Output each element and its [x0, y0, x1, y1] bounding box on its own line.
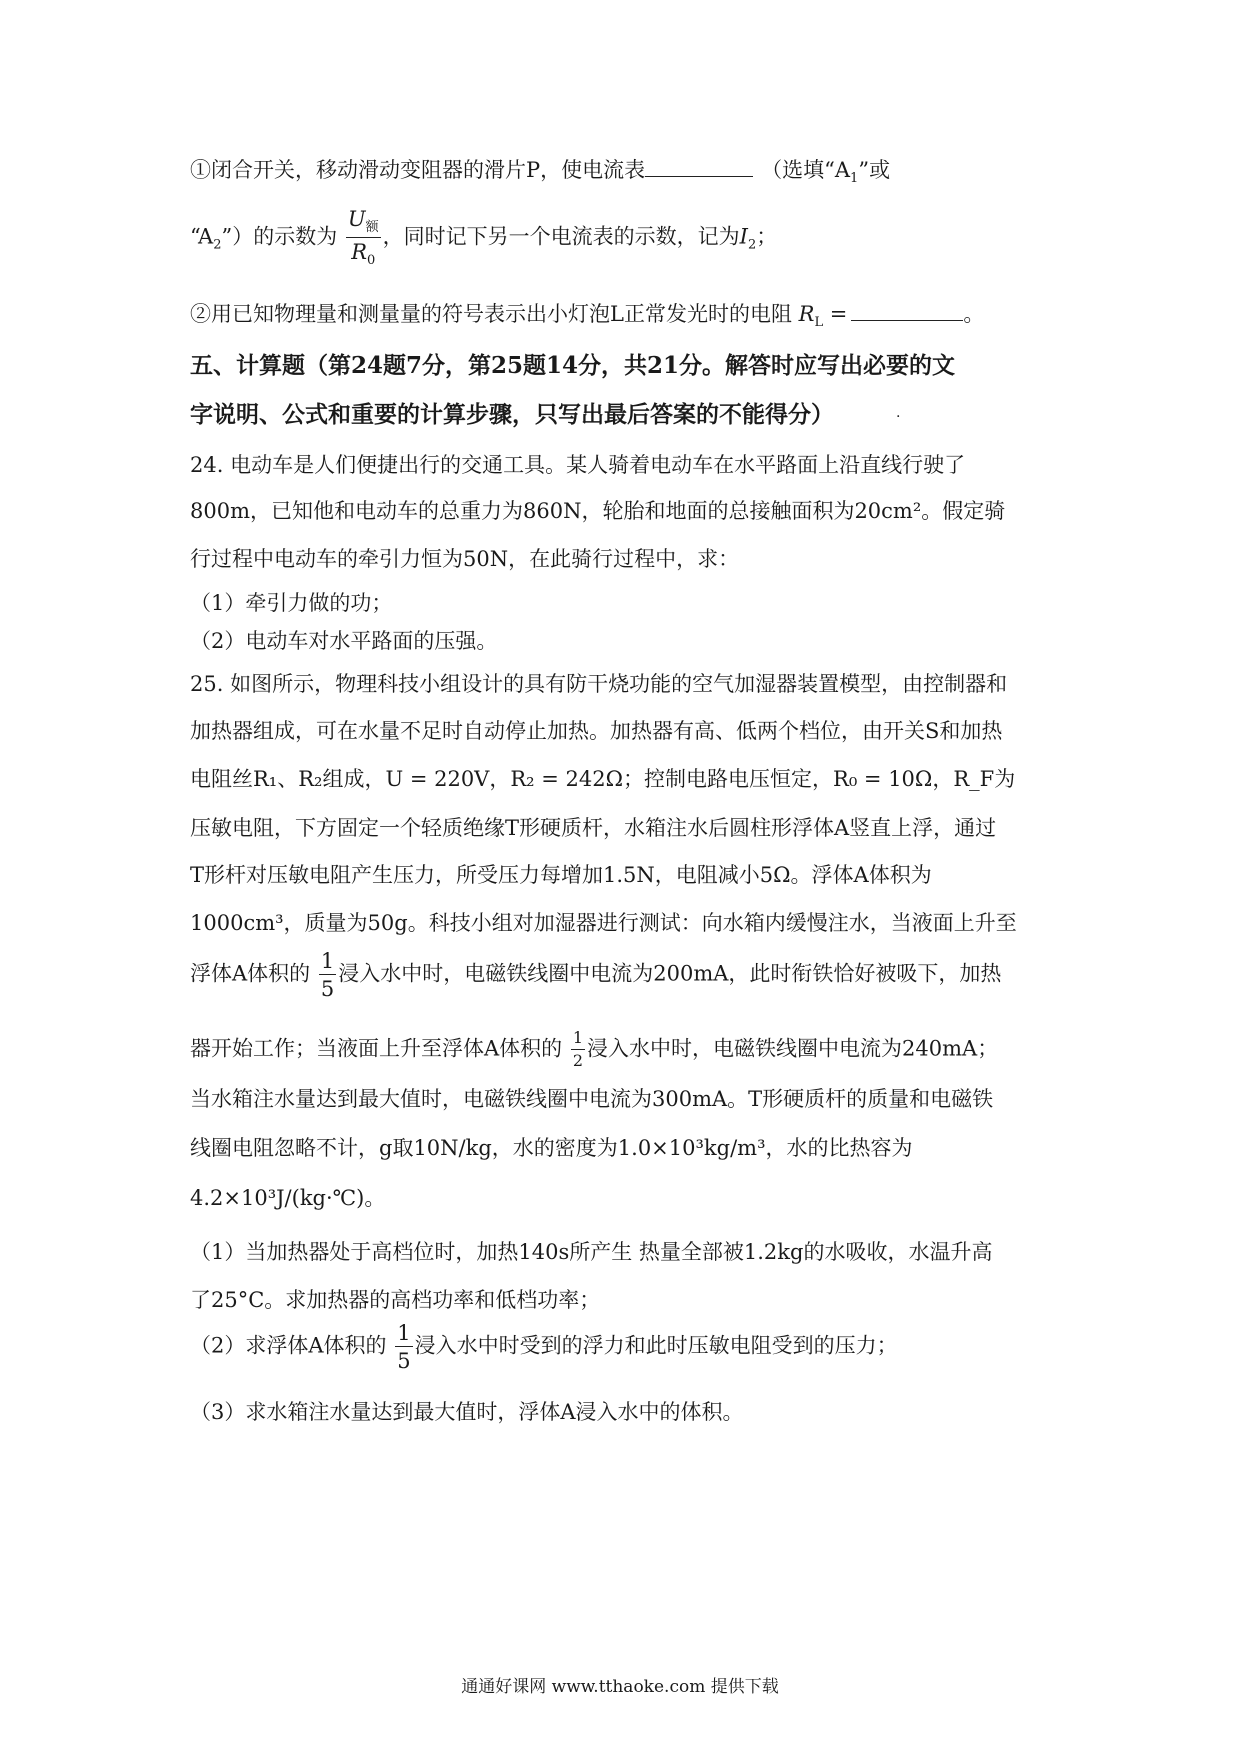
fraction-u-over-r0: $\frac{U_额}{R_0}$ — [347, 207, 379, 269]
q23-step1-text-a: ①闭合开关，移动滑动变阻器的滑片P，使电流表 — [190, 158, 646, 182]
q23-step1-text-c: ”或 — [858, 158, 891, 182]
q23-step1-text-f: ，同时记下另一个电流表的示数，记为 — [382, 224, 740, 249]
section5-heading-line1: 五、计算题（第24题7分，第25题14分，共21分。解答时应写出必要的文 — [190, 352, 956, 379]
q23-step1-line2: “$A_2$”）的示数为 $\frac{U_额}{R_0}$ ，同时记下另一个电流表的示数，记为$I_2$； — [190, 207, 778, 269]
symbol-i2: I — [739, 224, 748, 249]
section5-heading-line2: 字说明、公式和重要的计算步骤，只写出最后答案的不能得分） — [190, 401, 834, 428]
q23-step1-line1: ①闭合开关，移动滑动变阻器的滑片P，使电流表 （选填“$A_1$”或 — [190, 158, 891, 187]
q25-line8: 器开始工作；当液面上升至浮体A体积的 $\frac{1}{2}$ 浸入水中时，电磁铁线圈中电流为240mA； — [190, 1028, 999, 1070]
q24-line3: 行过程中电动车的牵引力恒为50N，在此骑行过程中，求： — [190, 547, 740, 571]
q25-line1: 25. 如图所示，物理科技小组设计的具有防干烧功能的空气加湿器装置模型，由控制器和 — [190, 672, 1008, 696]
q25-line10: 线圈电阻忽略不计，g取10N/kg，水的密度为1.0×10³kg/m³，水的比热容为 — [190, 1136, 913, 1160]
fraction-one-fifth: $\frac{1}{5}$ — [397, 1321, 411, 1374]
answer-blank — [851, 302, 963, 321]
q24-part2: （2）电动车对水平路面的压强。 — [190, 629, 498, 653]
q25-part1-line1: （1）当加热器处于高档位时，加热140s所产生 热量全部被1.2kg的水吸收，水温升高 — [190, 1240, 993, 1264]
q25-line9: 当水箱注水量达到最大值时，电磁铁线圈中电流为300mA。T形硬质杆的质量和电磁铁 — [190, 1087, 994, 1111]
q23-step1-text-b: （选填“A — [761, 158, 851, 182]
q23-step1-text-e: ”）的示数为 — [221, 224, 338, 249]
q25-part2: （2）求浮体A体积的 $\frac{1}{5}$ 浸入水中时受到的浮力和此时压敏电阻受到的压力； — [190, 1321, 898, 1374]
q24-part1: （1）牵引力做的功； — [190, 591, 393, 615]
q24-line1: 24. 电动车是人们便捷出行的交通工具。某人骑着电动车在水平路面上沿直线行驶了 — [190, 453, 966, 477]
q25-line7: 浮体A体积的 $\frac{1}{5}$ 浸入水中时，电磁铁线圈中电流为200mA，此时衔铁恰好被吸下，加热 — [190, 949, 1002, 1002]
q25-line4: 压敏电阻，下方固定一个轻质绝缘T形硬质杆，水箱注水后圆柱形浮体A竖直上浮，通过 — [190, 816, 997, 840]
q24-line2: 800m，已知他和电动车的总重力为860N，轮胎和地面的总接触面积为20cm²。假定骑 — [190, 499, 1006, 523]
page-footer: 通通好课网 www.tthaoke.com 提供下载 — [461, 1677, 779, 1697]
q25-line3: 电阻丝R₁、R₂组成，U = 220V，R₂ = 242Ω；控制电路电压恒定，R₀ = 10Ω，R_F为 — [190, 767, 1016, 791]
q25-part1-line2: 了25°C。求加热器的高档功率和低档功率； — [190, 1288, 601, 1312]
q25-line5: T形杆对压敏电阻产生压力，所受压力每增加1.5N，电阻减小5Ω。浮体A体积为 — [190, 863, 932, 887]
q23-step1-text-d: “A — [190, 224, 214, 249]
q23-step2-line: ②用已知物理量和测量量的符号表示出小灯泡L正常发光时的电阻 $R_L$ = 。 — [190, 302, 985, 331]
symbol-rl: R — [798, 302, 815, 326]
q25-line6: 1000cm³，质量为50g。科技小组对加湿器进行测试：向水箱内缓慢注水，当液面上升至 — [190, 911, 1017, 935]
q25-part3: （3）求水箱注水量达到最大值时，浮体A浸入水中的体积。 — [190, 1400, 744, 1424]
stray-mark: . — [896, 405, 901, 421]
q25-line2: 加热器组成，可在水量不足时自动停止加热。加热器有高、低两个档位，由开关S和加热 — [190, 719, 1003, 743]
answer-blank — [645, 158, 753, 177]
q25-line11: 4.2×10³J/(kg·℃)。 — [190, 1186, 386, 1210]
fraction-one-fifth: $\frac{1}{5}$ — [320, 949, 335, 1002]
fraction-one-half: $\frac{1}{2}$ — [572, 1028, 584, 1070]
q23-step2-text-a: ②用已知物理量和测量量的符号表示出小灯泡L正常发光时的电阻 — [190, 302, 792, 326]
